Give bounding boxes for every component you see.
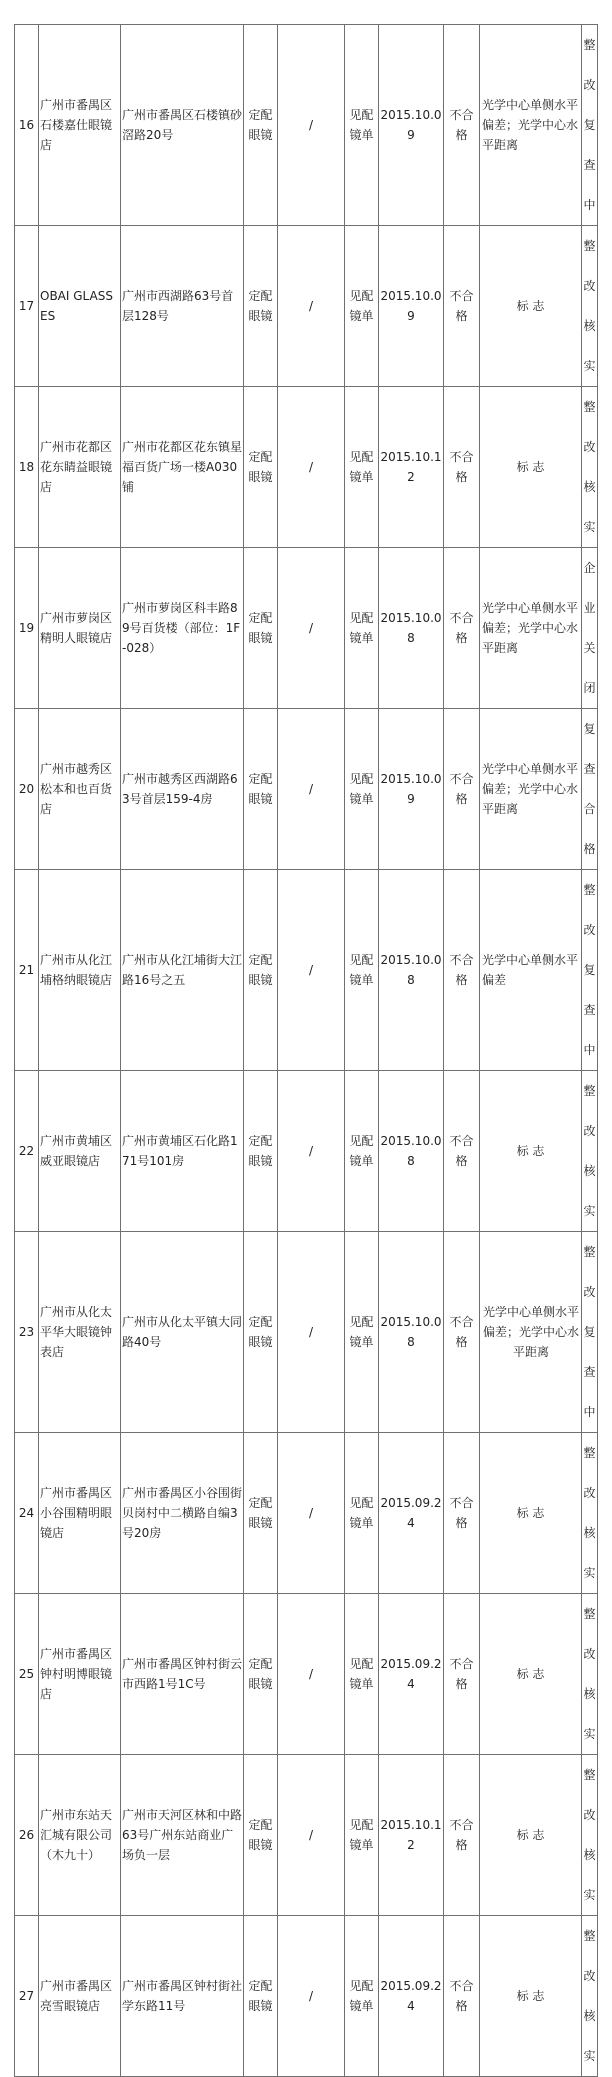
inspection-results-sheet bbox=[14, 24, 598, 2077]
sample-date: 2015.10.08 bbox=[379, 548, 444, 709]
brand-value: / bbox=[278, 548, 345, 709]
action-status-text: 整改复查中 bbox=[583, 883, 596, 1057]
brand-value: / bbox=[278, 1916, 345, 2077]
sample-date: 2015.10.12 bbox=[379, 387, 444, 548]
table-row bbox=[15, 1916, 598, 2077]
product-type: 定配眼镜 bbox=[244, 1232, 278, 1433]
table-row bbox=[15, 1755, 598, 1916]
store-address: 广州市番禺区小谷围街贝岗村中二横路自编3号20房 bbox=[121, 1433, 244, 1594]
failed-item: 光学中心单侧水平偏差；光学中心水平距离 bbox=[480, 25, 582, 226]
store-name: 广州市番禺区石楼嘉仕眼镜店 bbox=[39, 25, 121, 226]
action-status bbox=[582, 387, 598, 548]
test-result: 不合格 bbox=[444, 1594, 480, 1755]
sample-date: 2015.10.08 bbox=[379, 1232, 444, 1433]
action-status-text: 整改核实 bbox=[583, 400, 596, 534]
test-result: 不合格 bbox=[444, 709, 480, 870]
store-address: 广州市越秀区西湖路63号首层159-4房 bbox=[121, 709, 244, 870]
row-number: 21 bbox=[15, 870, 39, 1071]
table-row bbox=[15, 1071, 598, 1232]
failed-item: 光学中心单侧水平偏差；光学中心水平距离 bbox=[480, 548, 582, 709]
table-row bbox=[15, 25, 598, 226]
row-number: 18 bbox=[15, 387, 39, 548]
action-status bbox=[582, 25, 598, 226]
store-name: OBAI GLASSES bbox=[39, 226, 121, 387]
test-result: 不合格 bbox=[444, 1071, 480, 1232]
store-address: 广州市花都区花东镇星福百货广场一楼A030铺 bbox=[121, 387, 244, 548]
action-status bbox=[582, 548, 598, 709]
failed-item: 标 志 bbox=[480, 1071, 582, 1232]
failed-item: 光学中心单侧水平偏差；光学中心水平距离 bbox=[480, 1232, 582, 1433]
brand-value: / bbox=[278, 1232, 345, 1433]
product-type: 定配眼镜 bbox=[244, 387, 278, 548]
action-status bbox=[582, 226, 598, 387]
action-status bbox=[582, 1916, 598, 2077]
batch-value: 见配镜单 bbox=[345, 709, 379, 870]
brand-value: / bbox=[278, 25, 345, 226]
action-status bbox=[582, 1433, 598, 1594]
row-number: 24 bbox=[15, 1433, 39, 1594]
batch-value: 见配镜单 bbox=[345, 870, 379, 1071]
product-type: 定配眼镜 bbox=[244, 709, 278, 870]
action-status-text: 整改核实 bbox=[583, 1446, 596, 1580]
product-type: 定配眼镜 bbox=[244, 870, 278, 1071]
store-name: 广州市从化江埔格纳眼镜店 bbox=[39, 870, 121, 1071]
failed-item: 光学中心单侧水平偏差 bbox=[480, 870, 582, 1071]
sample-date: 2015.09.24 bbox=[379, 1433, 444, 1594]
batch-value: 见配镜单 bbox=[345, 1433, 379, 1594]
action-status bbox=[582, 1755, 598, 1916]
store-address: 广州市从化太平镇大同路40号 bbox=[121, 1232, 244, 1433]
action-status-text: 企业关闭 bbox=[583, 561, 596, 695]
store-address: 广州市从化江埔街大江路16号之五 bbox=[121, 870, 244, 1071]
sample-date: 2015.10.09 bbox=[379, 709, 444, 870]
store-name: 广州市番禺区小谷围精明眼镜店 bbox=[39, 1433, 121, 1594]
store-name: 广州市黄埔区威亚眼镜店 bbox=[39, 1071, 121, 1232]
row-number: 20 bbox=[15, 709, 39, 870]
row-number: 25 bbox=[15, 1594, 39, 1755]
brand-value: / bbox=[278, 387, 345, 548]
sample-date: 2015.09.24 bbox=[379, 1594, 444, 1755]
failed-item: 标 志 bbox=[480, 1433, 582, 1594]
store-name: 广州市花都区花东睛益眼镜店 bbox=[39, 387, 121, 548]
batch-value: 见配镜单 bbox=[345, 25, 379, 226]
brand-value: / bbox=[278, 1755, 345, 1916]
failed-item: 标 志 bbox=[480, 1755, 582, 1916]
store-name: 广州市东站天汇城有限公司（木九十） bbox=[39, 1755, 121, 1916]
test-result: 不合格 bbox=[444, 1232, 480, 1433]
failed-item: 标 志 bbox=[480, 1594, 582, 1755]
store-name: 广州市从化太平华大眼镜钟表店 bbox=[39, 1232, 121, 1433]
action-status-text: 整改核实 bbox=[583, 1607, 596, 1741]
sample-date: 2015.10.08 bbox=[379, 870, 444, 1071]
table-body bbox=[15, 25, 598, 2077]
test-result: 不合格 bbox=[444, 870, 480, 1071]
row-number: 23 bbox=[15, 1232, 39, 1433]
action-status bbox=[582, 1594, 598, 1755]
row-number: 22 bbox=[15, 1071, 39, 1232]
store-name: 广州市萝岗区精明人眼镜店 bbox=[39, 548, 121, 709]
product-type: 定配眼镜 bbox=[244, 1594, 278, 1755]
batch-value: 见配镜单 bbox=[345, 1755, 379, 1916]
brand-value: / bbox=[278, 870, 345, 1071]
store-name: 广州市越秀区松本和也百货店 bbox=[39, 709, 121, 870]
row-number: 19 bbox=[15, 548, 39, 709]
action-status bbox=[582, 1232, 598, 1433]
brand-value: / bbox=[278, 1071, 345, 1232]
test-result: 不合格 bbox=[444, 548, 480, 709]
brand-value: / bbox=[278, 1433, 345, 1594]
failed-item: 光学中心单侧水平偏差；光学中心水平距离 bbox=[480, 709, 582, 870]
test-result: 不合格 bbox=[444, 25, 480, 226]
store-address: 广州市天河区林和中路63号广州东站商业广场负一层 bbox=[121, 1755, 244, 1916]
table-row bbox=[15, 548, 598, 709]
inspection-results-table bbox=[14, 24, 598, 2077]
sample-date: 2015.10.08 bbox=[379, 1071, 444, 1232]
test-result: 不合格 bbox=[444, 226, 480, 387]
brand-value: / bbox=[278, 226, 345, 387]
store-address: 广州市黄埔区石化路171号101房 bbox=[121, 1071, 244, 1232]
batch-value: 见配镜单 bbox=[345, 1232, 379, 1433]
product-type: 定配眼镜 bbox=[244, 1755, 278, 1916]
batch-value: 见配镜单 bbox=[345, 548, 379, 709]
store-address: 广州市番禺区钟村街云市西路1号1C号 bbox=[121, 1594, 244, 1755]
brand-value: / bbox=[278, 709, 345, 870]
row-number: 16 bbox=[15, 25, 39, 226]
action-status bbox=[582, 1071, 598, 1232]
batch-value: 见配镜单 bbox=[345, 387, 379, 548]
store-address: 广州市番禺区石楼镇砂滘路20号 bbox=[121, 25, 244, 226]
sample-date: 2015.10.09 bbox=[379, 25, 444, 226]
action-status-text: 整改核实 bbox=[583, 239, 596, 373]
product-type: 定配眼镜 bbox=[244, 25, 278, 226]
action-status bbox=[582, 709, 598, 870]
product-type: 定配眼镜 bbox=[244, 1433, 278, 1594]
action-status bbox=[582, 870, 598, 1071]
test-result: 不合格 bbox=[444, 1433, 480, 1594]
store-address: 广州市番禺区钟村街社学东路11号 bbox=[121, 1916, 244, 2077]
product-type: 定配眼镜 bbox=[244, 1071, 278, 1232]
sample-date: 2015.10.12 bbox=[379, 1755, 444, 1916]
action-status-text: 整改核实 bbox=[583, 1084, 596, 1218]
table-row bbox=[15, 226, 598, 387]
batch-value: 见配镜单 bbox=[345, 1071, 379, 1232]
table-row bbox=[15, 387, 598, 548]
row-number: 26 bbox=[15, 1755, 39, 1916]
action-status-text: 整改复查中 bbox=[583, 1245, 596, 1419]
store-name: 广州市番禺区亮雪眼镜店 bbox=[39, 1916, 121, 2077]
table-row bbox=[15, 870, 598, 1071]
store-name: 广州市番禺区钟村明博眼镜店 bbox=[39, 1594, 121, 1755]
action-status-text: 复查合格 bbox=[583, 722, 596, 856]
sample-date: 2015.10.09 bbox=[379, 226, 444, 387]
test-result: 不合格 bbox=[444, 1916, 480, 2077]
failed-item: 标 志 bbox=[480, 1916, 582, 2077]
test-result: 不合格 bbox=[444, 1755, 480, 1916]
store-address: 广州市萝岗区科丰路89号百货楼（部位：1F-028） bbox=[121, 548, 244, 709]
action-status-text: 整改核实 bbox=[583, 1929, 596, 2063]
product-type: 定配眼镜 bbox=[244, 226, 278, 387]
sample-date: 2015.09.24 bbox=[379, 1916, 444, 2077]
failed-item: 标 志 bbox=[480, 226, 582, 387]
row-number: 27 bbox=[15, 1916, 39, 2077]
table-row bbox=[15, 1433, 598, 1594]
table-row bbox=[15, 1232, 598, 1433]
batch-value: 见配镜单 bbox=[345, 1916, 379, 2077]
failed-item: 标 志 bbox=[480, 387, 582, 548]
batch-value: 见配镜单 bbox=[345, 1594, 379, 1755]
row-number: 17 bbox=[15, 226, 39, 387]
test-result: 不合格 bbox=[444, 387, 480, 548]
store-address: 广州市西湖路63号首层128号 bbox=[121, 226, 244, 387]
table-row bbox=[15, 709, 598, 870]
brand-value: / bbox=[278, 1594, 345, 1755]
product-type: 定配眼镜 bbox=[244, 548, 278, 709]
action-status-text: 整改核实 bbox=[583, 1768, 596, 1902]
table-row bbox=[15, 1594, 598, 1755]
product-type: 定配眼镜 bbox=[244, 1916, 278, 2077]
action-status-text: 整改复查中 bbox=[583, 38, 596, 212]
batch-value: 见配镜单 bbox=[345, 226, 379, 387]
